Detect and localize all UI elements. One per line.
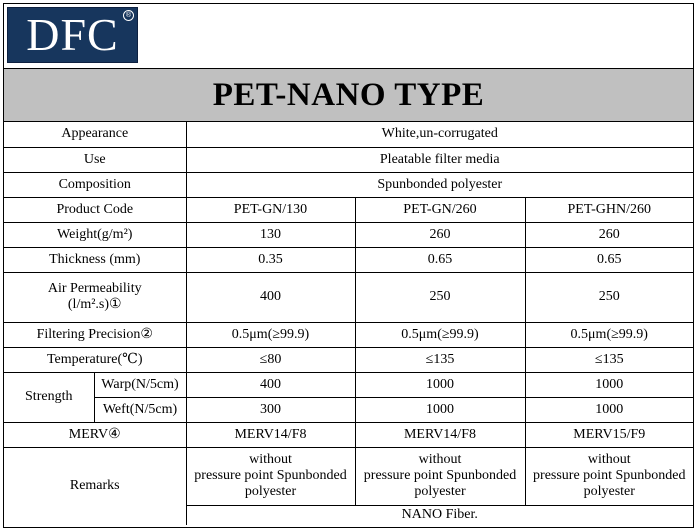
product-code-cell: PET-GN/130 xyxy=(186,197,355,222)
merv-label: MERV④ xyxy=(4,422,186,447)
table-row xyxy=(4,122,693,147)
temperature-cell: ≤135 xyxy=(525,347,693,372)
remarks-footer: NANO Fiber. xyxy=(186,505,693,525)
remarks-line: polyester xyxy=(414,484,466,499)
table-row xyxy=(4,222,693,247)
temperature-label: Temperature(℃) xyxy=(4,347,186,372)
table-row xyxy=(4,272,693,322)
warp-cell: 1000 xyxy=(355,372,525,397)
title-bar xyxy=(4,68,693,122)
registered-mark-icon: ® xyxy=(123,10,134,21)
remarks-cell xyxy=(355,447,525,505)
strength-label: Strength xyxy=(4,372,94,422)
merv-cell: MERV14/F8 xyxy=(355,422,525,447)
warp-cell: 400 xyxy=(186,372,355,397)
appearance-label: Appearance xyxy=(4,122,186,147)
thickness-cell: 0.65 xyxy=(525,247,693,272)
table-row xyxy=(4,197,693,222)
remarks-line: without xyxy=(587,452,631,467)
merv-cell: MERV15/F9 xyxy=(525,422,693,447)
air-permeability-label xyxy=(4,272,186,322)
weft-label: Weft(N/5cm) xyxy=(94,397,186,422)
air-permeability-cell: 250 xyxy=(355,272,525,322)
table-row xyxy=(4,347,693,372)
weight-cell: 260 xyxy=(355,222,525,247)
table-row xyxy=(4,447,693,505)
weft-cell: 1000 xyxy=(355,397,525,422)
air-permeability-cell: 250 xyxy=(525,272,693,322)
composition-label: Composition xyxy=(4,172,186,197)
table-row xyxy=(4,147,693,172)
product-code-cell: PET-GHN/260 xyxy=(525,197,693,222)
thickness-cell: 0.35 xyxy=(186,247,355,272)
product-code-cell: PET-GN/260 xyxy=(355,197,525,222)
weft-cell: 300 xyxy=(186,397,355,422)
temperature-cell: ≤135 xyxy=(355,347,525,372)
weft-cell: 1000 xyxy=(525,397,693,422)
appearance-value: White,un-corrugated xyxy=(186,122,693,147)
remarks-label: Remarks xyxy=(4,447,186,525)
page-title: PET-NANO TYPE xyxy=(212,76,485,113)
weight-cell: 130 xyxy=(186,222,355,247)
remarks-line: polyester xyxy=(583,484,635,499)
table-row xyxy=(4,172,693,197)
table-row xyxy=(4,247,693,272)
remarks-line: pressure point Spunbonded xyxy=(194,468,347,483)
remarks-line: pressure point Spunbonded xyxy=(363,468,517,483)
remarks-line: without xyxy=(418,452,462,467)
thickness-cell: 0.65 xyxy=(355,247,525,272)
remarks-cell xyxy=(186,447,355,505)
merv-cell: MERV14/F8 xyxy=(186,422,355,447)
dfc-logo xyxy=(7,7,138,63)
use-value: Pleatable filter media xyxy=(186,147,693,172)
air-permeability-cell: 400 xyxy=(186,272,355,322)
remarks-line: polyester xyxy=(244,484,297,499)
air-permeability-label-line1: Air Permeability xyxy=(47,281,142,296)
product-code-label: Product Code xyxy=(4,197,186,222)
table-row xyxy=(4,372,693,397)
table-row xyxy=(4,422,693,447)
air-permeability-label-line2: (l/m².s)① xyxy=(67,297,122,312)
remarks-cell xyxy=(525,447,693,505)
spec-table xyxy=(4,122,693,525)
remarks-line: without xyxy=(249,452,292,467)
warp-cell: 1000 xyxy=(525,372,693,397)
thickness-label: Thickness (mm) xyxy=(4,247,186,272)
weight-cell: 260 xyxy=(525,222,693,247)
temperature-cell: ≤80 xyxy=(186,347,355,372)
weight-label: Weight(g/m²) xyxy=(4,222,186,247)
filtering-precision-cell: 0.5μm(≥99.9) xyxy=(355,322,525,347)
filtering-precision-cell: 0.5μm(≥99.9) xyxy=(525,322,693,347)
remarks-line: pressure point Spunbonded xyxy=(533,468,686,483)
composition-value: Spunbonded polyester xyxy=(186,172,693,197)
table-row xyxy=(4,322,693,347)
warp-label: Warp(N/5cm) xyxy=(94,372,186,397)
use-label: Use xyxy=(4,147,186,172)
filtering-precision-cell: 0.5μm(≥99.9) xyxy=(186,322,355,347)
logo-text: DFC xyxy=(26,9,119,60)
table-row xyxy=(4,397,693,422)
filtering-precision-label: Filtering Precision② xyxy=(4,322,186,347)
